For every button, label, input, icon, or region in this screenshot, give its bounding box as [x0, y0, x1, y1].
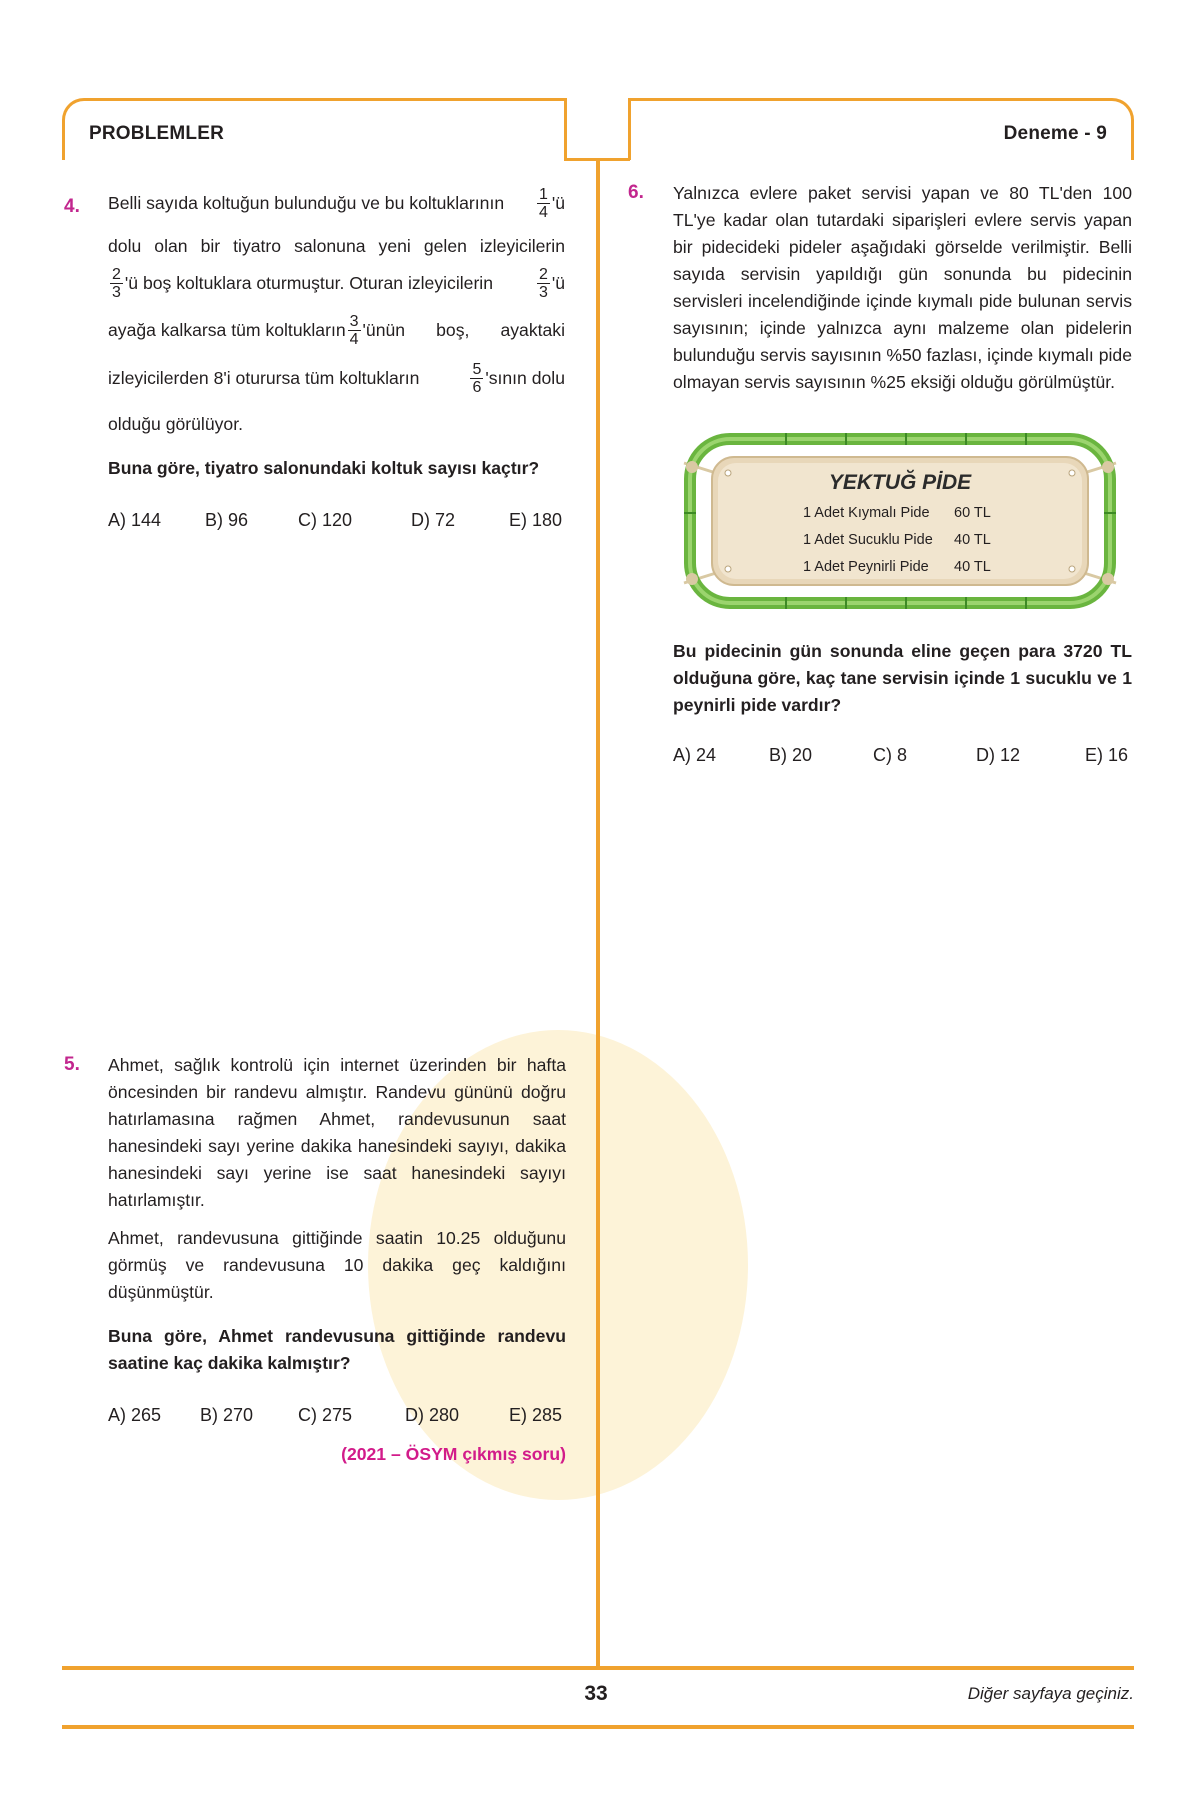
q5-choices [108, 1405, 568, 1429]
q5-choice-c[interactable]: C) 275 [298, 1405, 353, 1425]
q5-choice-a[interactable]: A) 265 [108, 1405, 162, 1425]
q5-choice-b[interactable]: B) 270 [200, 1405, 254, 1425]
fraction: $\frac{2}{3}$ [112, 266, 121, 301]
q6-question: Bu pidecinin gün sonunda eline geçen para 3720 TL olduğuna göre, kaç tane servisin içinde 1 sucuklu ve 1 peynirli pide vardır? [673, 641, 1132, 715]
q4-choice-a[interactable]: A) 144 [108, 510, 162, 530]
q4-choice-b[interactable]: B) 96 [205, 510, 249, 530]
q4-number: 4. [64, 196, 80, 217]
exam-title: Deneme - 9 [1003, 123, 1107, 144]
fraction: $\frac{1}{4}$ [538, 186, 548, 221]
q4-line-1: Belli sayıda koltuğun bulunduğu ve bu koltuklarının $\frac{1}{4}$ 'ü [108, 186, 565, 221]
q6-number: 6. [628, 182, 644, 203]
section-title: PROBLEMLER [89, 123, 224, 144]
q6-paragraph-1: Yalnızca evlere paket servisi yapan ve 80 TL'den 100 TL'ye kadar olan tutardaki siparişleri evlere servis yapan bir pidecideki pideler aşağıdaki görselde verilmiştir. Belli sayıda servisin yapıldığı gün sonunda bu pidecinin servisleri incelendiğinde içinde kıymalı pide bulunan servis sayısının; içinde yalnızca aynı malzeme olan pidelerin bulunduğu servis sayısının %50 fazlası, içinde kıymalı pide olmayan servis sayısının %25 eksiği olduğu görülmüştür. [673, 183, 1132, 392]
fraction: $\frac{5}{6}$ [472, 361, 482, 396]
q4-choice-e[interactable]: E) 180 [509, 510, 563, 530]
q5-question: Buna göre, Ahmet randevusuna gittiğinde randevu saatine kaç dakika kalmıştır? [108, 1326, 566, 1373]
q4-choice-d[interactable]: D) 72 [411, 510, 456, 530]
menu-item-name: 1 Adet Sucuklu Pide [803, 532, 933, 548]
pide-menu-sign [676, 433, 1124, 609]
q6-choice-c[interactable]: C) 8 [873, 745, 908, 765]
menu-item-name: 1 Adet Peynirli Pide [803, 559, 929, 575]
fraction: $\frac{2}{3}$ [538, 266, 548, 301]
q4-line-6: olduğu görülüyor. [108, 414, 243, 434]
q5-number: 5. [64, 1054, 80, 1075]
q4-question: Buna göre, tiyatro salonundaki koltuk sayısı kaçtır? [108, 458, 540, 478]
page-number: 33 [584, 1682, 608, 1705]
q6-choice-a[interactable]: A) 24 [673, 745, 717, 765]
q6-choice-b[interactable]: B) 20 [769, 745, 813, 765]
q6-choice-e[interactable]: E) 16 [1085, 745, 1129, 765]
menu-item-price: 40 TL [954, 559, 991, 575]
q5-text [108, 1052, 566, 1377]
footer-bottom-line [62, 1725, 1134, 1729]
q5-paragraph-2: Ahmet, randevusuna gittiğinde saatin 10.25 olduğunu görmüş ve randevusuna 10 dakika geç kaldığını düşünmüştür. [108, 1228, 566, 1302]
q4-choices [108, 510, 568, 534]
q6-choices [673, 745, 1133, 769]
next-page-note: Diğer sayfaya geçiniz. [967, 1684, 1134, 1703]
menu-item-price: 60 TL [954, 505, 991, 521]
q4-choice-c[interactable]: C) 120 [298, 510, 353, 530]
fraction: $\frac{3}{4}$ [349, 313, 359, 348]
menu-item-price: 40 TL [954, 532, 991, 548]
menu-item-name: 1 Adet Kıymalı Pide [803, 505, 930, 521]
footer-top-line [62, 1666, 1134, 1670]
header-right-box [628, 98, 1134, 160]
q4-line-3: $\frac{2}{3}$ 'ü boş koltuklara oturmuştur. Oturan izleyicilerin $\frac{2}{3}$ 'ü [112, 266, 565, 301]
q5-paragraph-1: Ahmet, sağlık kontrolü için internet üzerinden bir hafta öncesinden bir randevu almıştır. Randevu gününü doğru hatırlamasına rağmen Ahmet, randevusunun saat hanesindeki sayı yerine dakika hanesindeki sayıyı, dakika hanesindeki sayı yerine ise saat hanesindeki sayıyı hatırlamıştır. [108, 1055, 566, 1210]
q5-choice-e[interactable]: E) 285 [509, 1405, 563, 1425]
q4-line-5: izleyicilerden 8'i oturursa tüm koltukların $\frac{5}{6}$ 'sının dolu [108, 361, 565, 396]
q5-choice-d[interactable]: D) 280 [405, 1405, 460, 1425]
header-left-box [62, 98, 567, 160]
sign-title: YEKTUĞ PİDE [828, 471, 972, 494]
column-divider [596, 158, 600, 1668]
q4-line-4: ayağa kalkarsa tüm koltukların $\frac{3}{4}$ 'ünün boş, ayaktaki [108, 313, 565, 348]
q4-line-2: dolu olan bir tiyatro salonuna yeni gelen izleyicilerin [108, 236, 565, 256]
q6-text [673, 180, 1132, 396]
q6-choice-d[interactable]: D) 12 [976, 745, 1021, 765]
q5-source: (2021 – ÖSYM çıkmış soru) [341, 1444, 566, 1464]
